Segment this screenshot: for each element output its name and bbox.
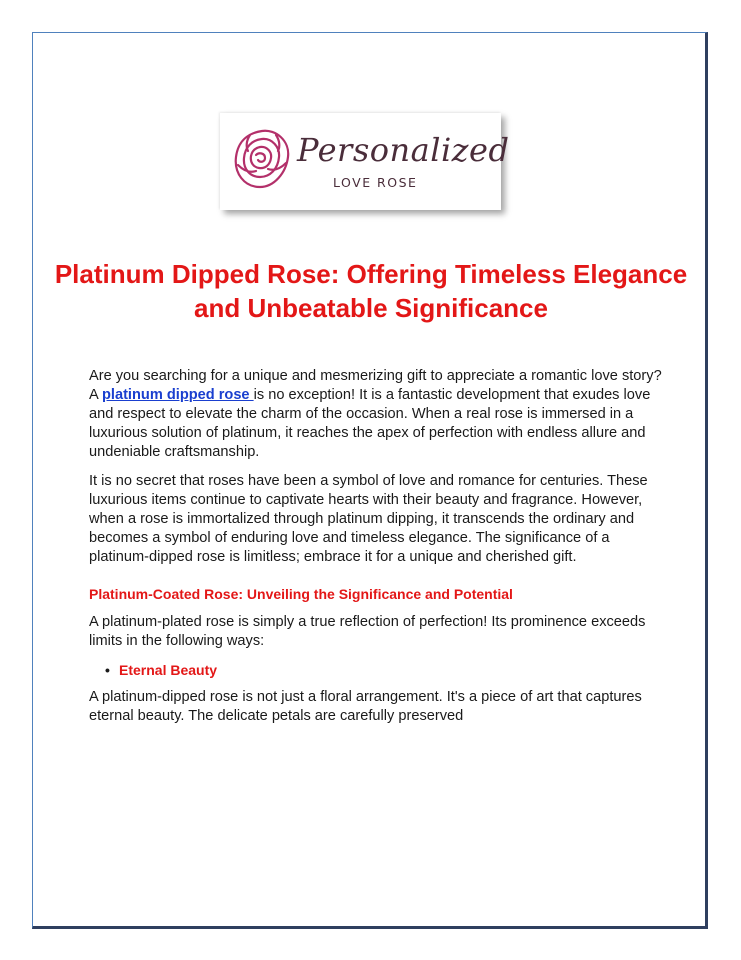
list-item [105, 661, 665, 680]
rose-icon [230, 125, 294, 197]
intro-text-before-link: Are you searching for a unique and mesmerizing gift to appreciate a romantic love story? A [89, 368, 662, 403]
bullet-label: Eternal Beauty [119, 662, 218, 678]
logo-wordmark: Personalized [297, 131, 510, 169]
logo-subtitle: LOVE ROSE [333, 175, 418, 190]
paragraph-significance: It is no secret that roses have been a symbol of love and romance for centuries. These luxurious items continue to captivate hearts with their beauty and fragrance. However, when a rose is immortalized through platinum dipping, it transcends the ordinary and becomes a symbol of enduring love and timeless elegance. The significance of a platinum-dipped rose is limitless; embrace it for a unique and cherished gift. [89, 473, 648, 565]
bullet-list [89, 661, 665, 680]
section-heading: Platinum-Coated Rose: Unveiling the Significance and Potential [89, 586, 513, 602]
bullet-marker: • [105, 662, 110, 678]
paragraph-prominence: A platinum-plated rose is simply a true reflection of perfection! Its prominence exceeds limits in the following ways: [89, 614, 646, 649]
paragraph-eternal-beauty: A platinum-dipped rose is not just a floral arrangement. It's a piece of art that captures eternal beauty. The delicate petals are carefully preserved [89, 689, 642, 724]
page-title: Platinum Dipped Rose: Offering Timeless Elegance and Unbeatable Significance [54, 259, 688, 323]
document-page [32, 32, 708, 929]
intro-text-after-link: is no exception! It is a fantastic development that exudes love and respect to elevate the charm of the occasion. When a real rose is immersed in a luxurious solution of platinum, it reaches the apex of perfection with endless allure and undeniable craftsmanship. [89, 387, 651, 460]
article-body [89, 367, 665, 736]
platinum-dipped-rose-link[interactable]: platinum dipped rose [101, 387, 254, 403]
intro-paragraph [89, 367, 665, 462]
brand-logo [220, 113, 510, 210]
